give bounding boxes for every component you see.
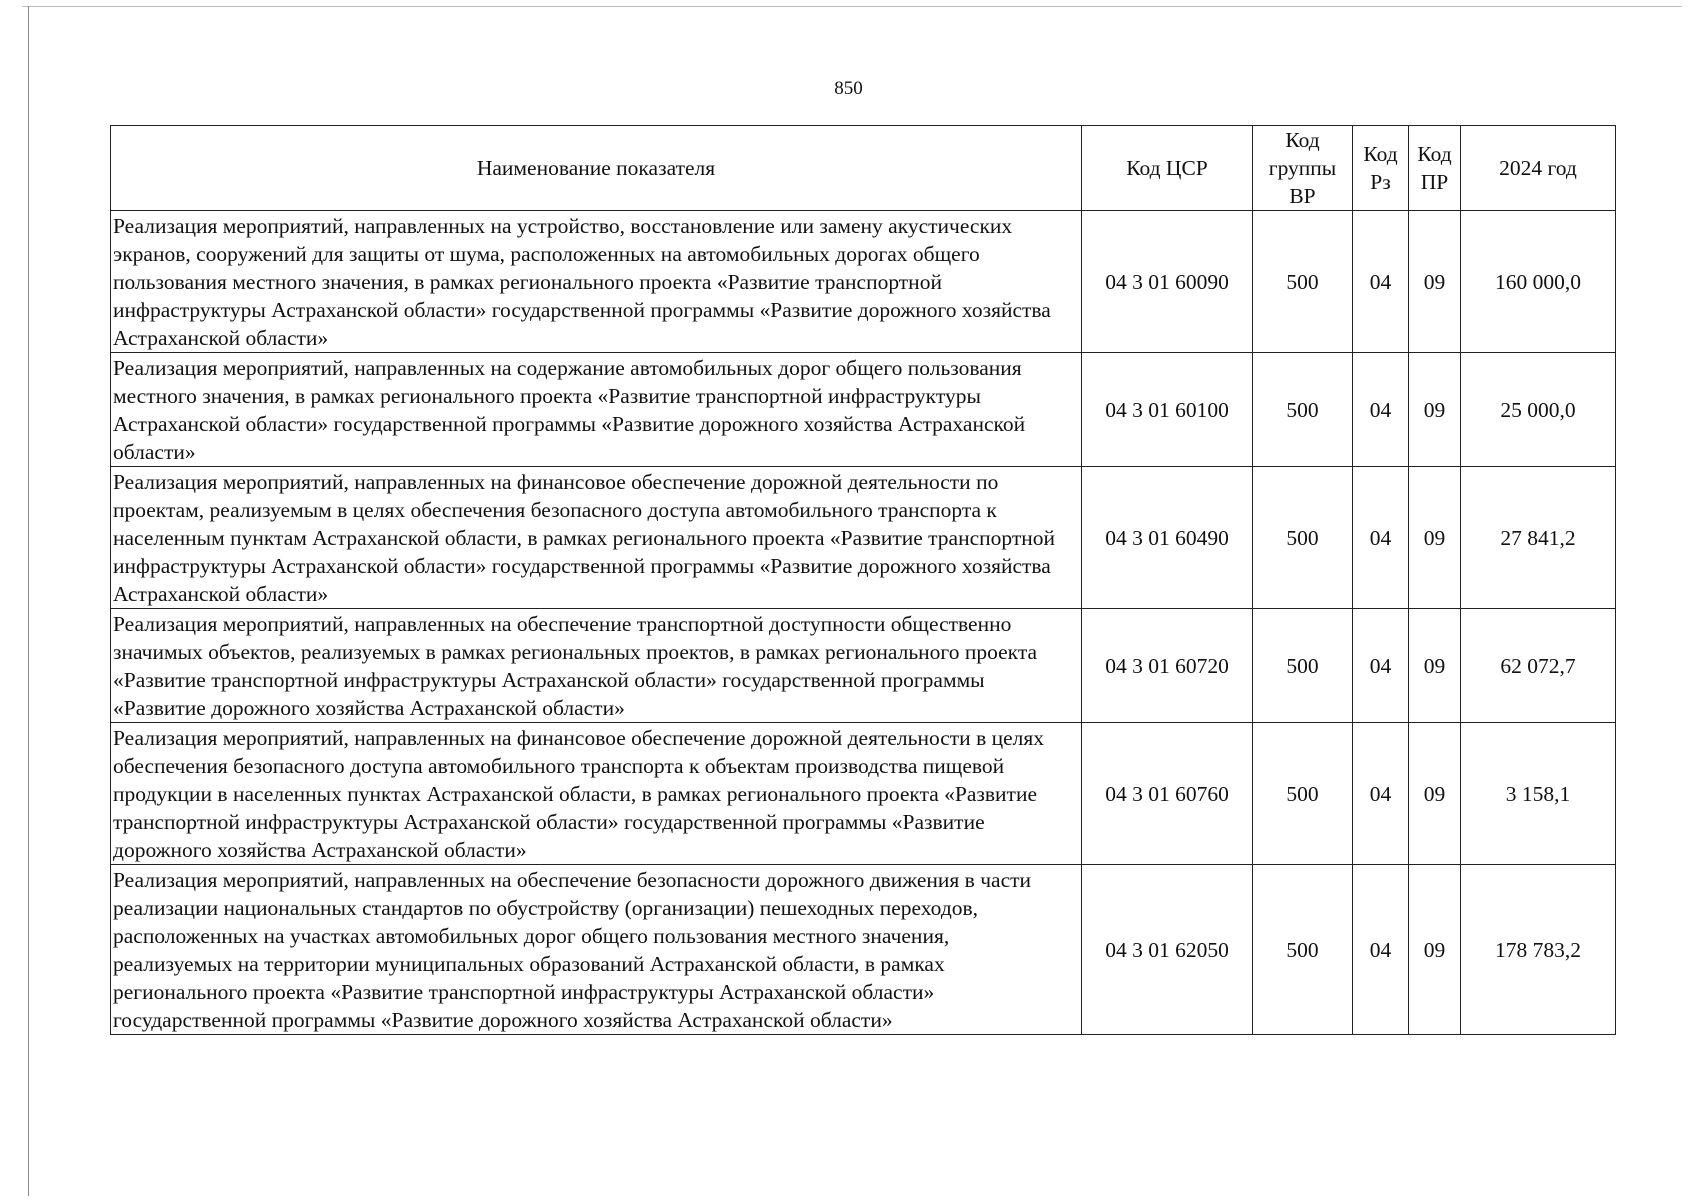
cell-vr-code: 500 xyxy=(1253,211,1353,353)
cell-pr-code: 09 xyxy=(1409,865,1461,1035)
table-row xyxy=(111,211,1616,353)
cell-amount-2024: 160 000,0 xyxy=(1461,211,1616,353)
cell-rz-code: 04 xyxy=(1353,609,1409,723)
cell-vr-code: 500 xyxy=(1253,723,1353,865)
table-row xyxy=(111,467,1616,609)
table-row xyxy=(111,353,1616,467)
cell-rz-code: 04 xyxy=(1353,467,1409,609)
header-pr-code: Код ПР xyxy=(1409,126,1461,211)
cell-pr-code: 09 xyxy=(1409,723,1461,865)
cell-pr-code: 09 xyxy=(1409,211,1461,353)
cell-vr-code: 500 xyxy=(1253,865,1353,1035)
table-row xyxy=(111,723,1616,865)
cell-rz-code: 04 xyxy=(1353,353,1409,467)
cell-name: Реализация мероприятий, направленных на финансовое обеспечение дорожной деятельности по проектам, реализуемым в целях обеспечения безопасного доступа автомобильного транспорта к населенным пунктам Астраханской области, в рамках регионального проекта «Развитие транспортной инфраструктуры Астраханской области» государственной программы «Развитие дорожного хозяйства Астраханской области» xyxy=(111,467,1082,609)
cell-csr-code: 04 3 01 60090 xyxy=(1082,211,1253,353)
cell-amount-2024: 25 000,0 xyxy=(1461,353,1616,467)
table-row xyxy=(111,609,1616,723)
header-vr-group-code: Код группы ВР xyxy=(1253,126,1353,211)
cell-amount-2024: 27 841,2 xyxy=(1461,467,1616,609)
table-row xyxy=(111,865,1616,1035)
cell-rz-code: 04 xyxy=(1353,865,1409,1035)
cell-pr-code: 09 xyxy=(1409,353,1461,467)
cell-name: Реализация мероприятий, направленных на устройство, восстановление или замену акустических экранов, сооружений для защиты от шума, расположенных на автомобильных дорогах общего пользования местного значения, в рамках регионального проекта «Развитие транспортной инфраструктуры Астраханской области» государственной программы «Развитие дорожного хозяйства Астраханской области» xyxy=(111,211,1082,353)
cell-name: Реализация мероприятий, направленных на обеспечение безопасности дорожного движения в части реализации национальных стандартов по обустройству (организации) пешеходных переходов, расположенных на участках автомобильных дорог общего пользования местного значения, реализуемых на территории муниципальных образований Астраханской области, в рамках регионального проекта «Развитие транспортной инфраструктуры Астраханской области» государственной программы «Развитие дорожного хозяйства Астраханской области» xyxy=(111,865,1082,1035)
cell-amount-2024: 178 783,2 xyxy=(1461,865,1616,1035)
cell-vr-code: 500 xyxy=(1253,467,1353,609)
table-header-row xyxy=(111,126,1616,211)
cell-csr-code: 04 3 01 60760 xyxy=(1082,723,1253,865)
cell-csr-code: 04 3 01 60490 xyxy=(1082,467,1253,609)
cell-vr-code: 500 xyxy=(1253,353,1353,467)
cell-amount-2024: 62 072,7 xyxy=(1461,609,1616,723)
header-rz-code: Код Рз xyxy=(1353,126,1409,211)
cell-amount-2024: 3 158,1 xyxy=(1461,723,1616,865)
cell-rz-code: 04 xyxy=(1353,211,1409,353)
cell-pr-code: 09 xyxy=(1409,467,1461,609)
cell-name: Реализация мероприятий, направленных на содержание автомобильных дорог общего пользования местного значения, в рамках регионального проекта «Развитие транспортной инфраструктуры Астраханской области» государственной программы «Развитие дорожного хозяйства Астраханской области» xyxy=(111,353,1082,467)
scan-edge-top xyxy=(22,6,1682,7)
cell-csr-code: 04 3 01 60720 xyxy=(1082,609,1253,723)
budget-table xyxy=(110,125,1616,1035)
cell-name: Реализация мероприятий, направленных на финансовое обеспечение дорожной деятельности в целях обеспечения безопасного доступа автомобильного транспорта к объектам производства пищевой продукции в населенных пунктах Астраханской области, в рамках регионального проекта «Развитие транспортной инфраструктуры Астраханской области» государственной программы «Развитие дорожного хозяйства Астраханской области» xyxy=(111,723,1082,865)
cell-csr-code: 04 3 01 60100 xyxy=(1082,353,1253,467)
header-name: Наименование показателя xyxy=(111,126,1082,211)
header-year-2024: 2024 год xyxy=(1461,126,1616,211)
cell-name: Реализация мероприятий, направленных на обеспечение транспортной доступности общественно значимых объектов, реализуемых в рамках региональных проектов, в рамках регионального проекта «Развитие транспортной инфраструктуры Астраханской области» государственной программы «Развитие дорожного хозяйства Астраханской области» xyxy=(111,609,1082,723)
cell-pr-code: 09 xyxy=(1409,609,1461,723)
scan-edge-left xyxy=(28,6,29,1196)
cell-rz-code: 04 xyxy=(1353,723,1409,865)
cell-csr-code: 04 3 01 62050 xyxy=(1082,865,1253,1035)
header-csr-code: Код ЦСР xyxy=(1082,126,1253,211)
page-number: 850 xyxy=(834,78,863,99)
cell-vr-code: 500 xyxy=(1253,609,1353,723)
